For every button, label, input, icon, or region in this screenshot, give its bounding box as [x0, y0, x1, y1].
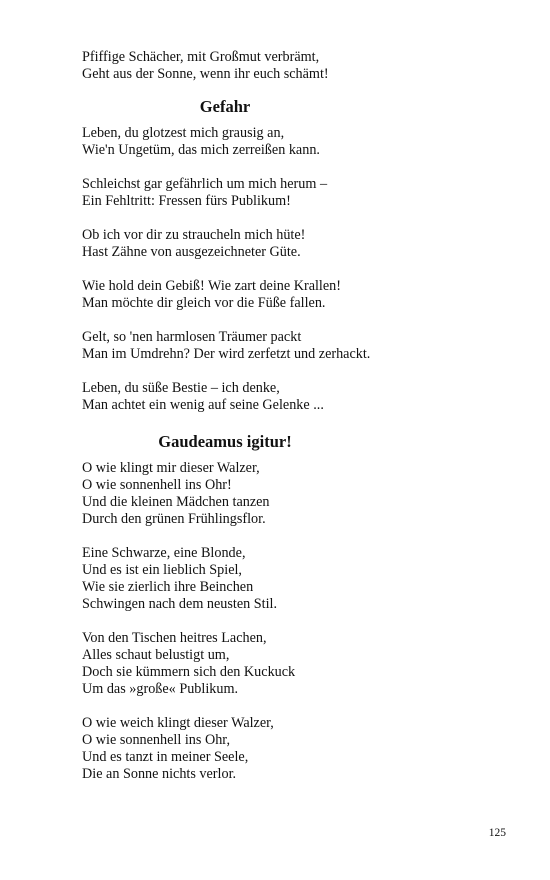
verse-line: Die an Sonne nichts verlor. [82, 766, 237, 782]
stanza [82, 460, 482, 528]
verse-line: Man möchte dir gleich vor die Füße fallen. [82, 295, 326, 311]
text-block [82, 49, 482, 801]
verse-line: Durch den grünen Frühlingsflor. [82, 511, 266, 527]
verse-line: O wie sonnenhell ins Ohr, [82, 732, 230, 748]
stanza [82, 715, 482, 783]
verse-line: Schleichst gar gefährlich um mich herum – [82, 176, 328, 192]
verse-line: Leben, du glotzest mich grausig an, [82, 125, 285, 141]
poem-title: Gaudeamus igitur! [158, 432, 292, 451]
verse-line: O wie weich klingt dieser Walzer, [82, 715, 274, 731]
verse-line: Und die kleinen Mädchen tanzen [82, 494, 270, 510]
poem-title: Gefahr [199, 97, 251, 116]
verse-line: O wie sonnenhell ins Ohr! [82, 477, 232, 493]
verse-line: Alles schaut belustigt um, [82, 647, 230, 663]
stanza [82, 176, 482, 210]
verse-line: Man im Umdrehn? Der wird zerfetzt und zerhackt. [82, 346, 371, 362]
verse-line: Ein Fehltritt: Fressen fürs Publikum! [82, 193, 291, 209]
verse-line: Schwingen nach dem neusten Stil. [82, 596, 278, 612]
stanza [82, 380, 482, 414]
verse-line: Man achtet ein wenig auf seine Gelenke ... [82, 397, 324, 413]
stanza [82, 545, 482, 613]
verse-line: Um das »große« Publikum. [82, 681, 239, 697]
verse-line: Wie'n Ungetüm, das mich zerreißen kann. [82, 142, 320, 158]
stanza [82, 329, 482, 363]
verse-line: Und es tanzt in meiner Seele, [82, 749, 249, 765]
verse-line: Wie sie zierlich ihre Beinchen [82, 579, 254, 595]
poem-gaudeamus-igitur [82, 432, 482, 783]
verse-line: Wie hold dein Gebiß! Wie zart deine Krallen! [82, 278, 341, 294]
stanza [82, 227, 482, 261]
verse-line: Von den Tischen heitres Lachen, [82, 630, 267, 646]
stanza [82, 125, 482, 159]
verse-line: Doch sie kümmern sich den Kuckuck [82, 664, 296, 680]
intro-stanza [82, 49, 482, 83]
verse-line: Und es ist ein lieblich Spiel, [82, 562, 242, 578]
verse-line: Gelt, so 'nen harmlosen Träumer packt [82, 329, 302, 345]
verse-line: Eine Schwarze, eine Blonde, [82, 545, 246, 561]
stanza [82, 278, 482, 312]
verse-line: Hast Zähne von ausgezeichneter Güte. [82, 244, 301, 260]
verse-line: Geht aus der Sonne, wenn ihr euch schämt! [82, 66, 329, 82]
page-number: 125 [488, 827, 506, 839]
verse-line: Pfiffige Schächer, mit Großmut verbrämt, [82, 49, 320, 65]
stanza [82, 630, 482, 698]
verse-line: Ob ich vor dir zu straucheln mich hüte! [82, 227, 306, 243]
verse-line: O wie klingt mir dieser Walzer, [82, 460, 260, 476]
verse-line: Leben, du süße Bestie – ich denke, [82, 380, 280, 396]
poem-gefahr [82, 97, 482, 414]
